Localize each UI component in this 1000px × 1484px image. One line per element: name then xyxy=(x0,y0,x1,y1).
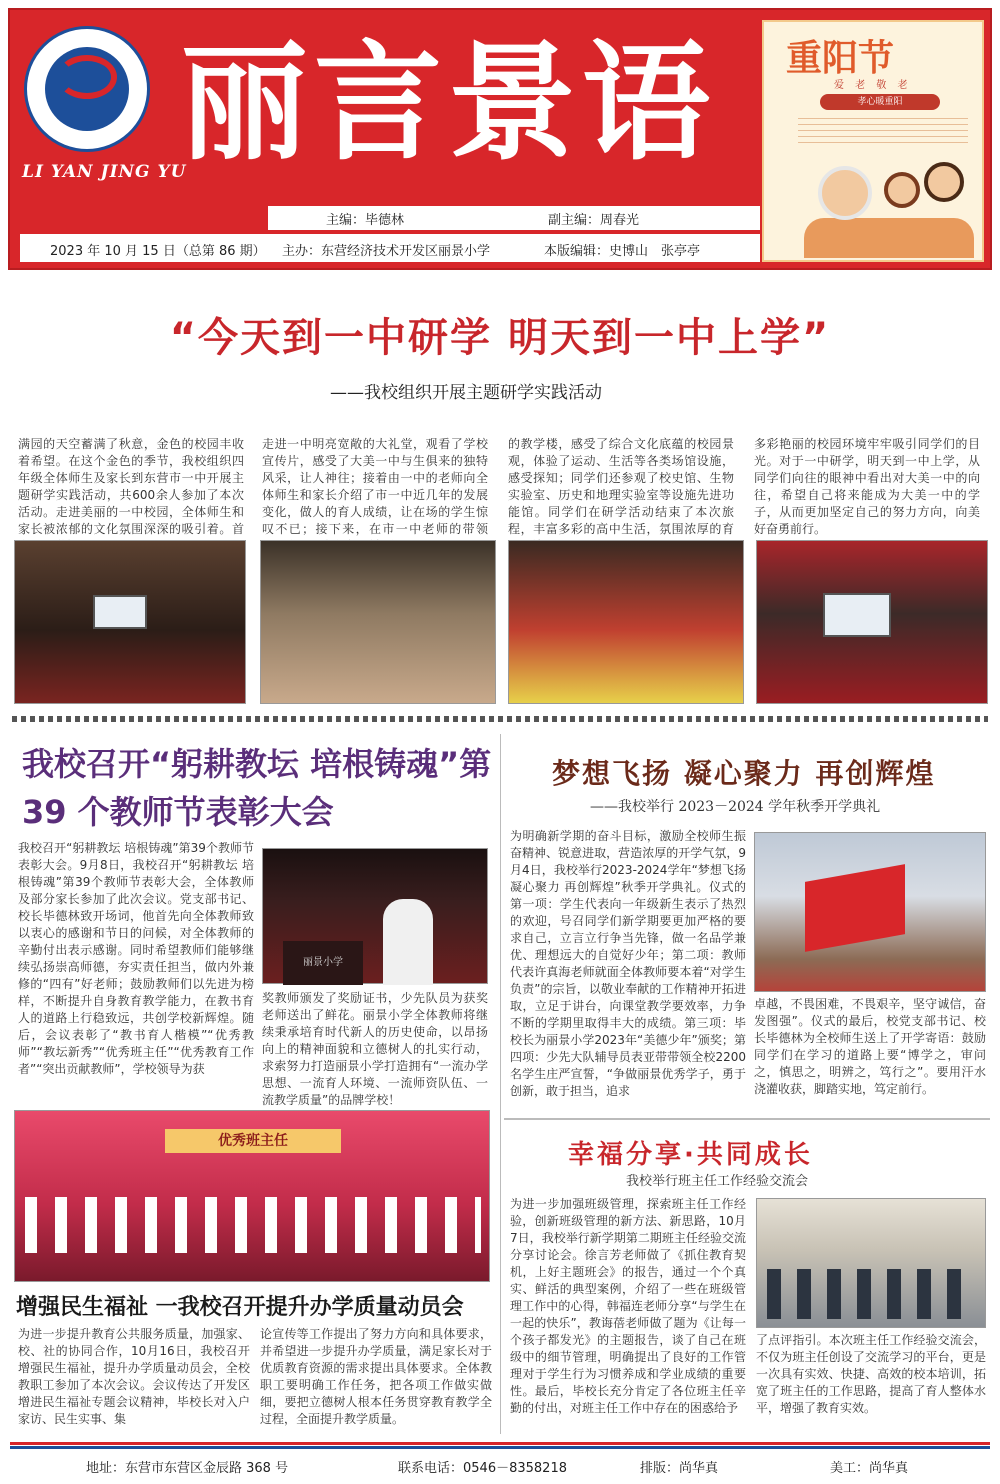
footer-art: 美工：尚华真 xyxy=(830,1461,909,1476)
page-editor: 本版编辑：史博山 张亭亭 xyxy=(544,244,701,259)
sponsor: 主办：东营经济技术开发区丽景小学 xyxy=(282,244,491,259)
article5-text1: 为进一步加强班级管理，探索班主任工作经验，创新班级管理的新方法、新思路，10月7日，我校举行新学期第二期班主任经验交流分享讨论会。徐言芳老师做了《抓住教育契机，上好主题班会》的报告，通过一个个真实、鲜活的典型案例，介绍了一些在班级管理工作中的心得，韩福连老师分享“与学生在一起的快乐”，教诲蓓老师做了题为《让每一个孩子都发光》的主题报告，谈了自己在班级中的细节管理，明确提出了良好的工作管理对于学生行为习惯养成和学业成绩的重要性。最后，毕校长充分肯定了各位班主任辛勤的付出，对班主任工作中存在的困惑给予 xyxy=(510,1197,746,1415)
photo-awards-stage xyxy=(14,1110,490,1282)
stage-banner: 优秀班主任 xyxy=(165,1129,341,1153)
logo-swoosh-icon xyxy=(57,55,117,99)
article4-text2: 卓越，不畏困难，不畏艰辛，坚守诚信，奋发图强”。仪式的最后，校党支部书记、校长毕德林为全校师生送上了开学寄语：鼓励同学们在学习的道路上要“博学之，审问之，慎思之，明辨之，笃行之”。要用汗水浇灌收获，脚踏实地，笃定前行。 xyxy=(754,997,986,1096)
school-logo xyxy=(24,26,150,152)
article4-text1: 为明确新学期的奋斗目标，激励全校师生振奋精神、锐意进取，营造浓厚的开学气氛，9月4日，我校举行2023-2024学年“梦想飞扬 凝心聚力 再创辉煌”秋季开学典礼。仪式的第一项：学生代表向一年级新生表示了热烈的欢迎，号召同学们新学期要更加严格的要求自己，立言立行争当先锋，做一名品学兼优、理想远大的自觉好少年；第二项：教师代表许真海老师就面全体教师要本着“对学生负责”的宗旨，以敬业奉献的工作精神开拓进取，立足于讲台，向课堂教学要效率，力争不断的学期里取得丰大的成绩。第三项：毕校长为丽景小学2023年“美德少年”颁奖；第四项：少先大队辅导员表亚带带领全校2200名学生庄严宣誓，“争做丽景优秀学子，勇于创新，敢于担当，追求 xyxy=(510,829,746,1098)
right-divider xyxy=(504,1118,990,1120)
photo-speaker-podium xyxy=(262,848,488,984)
footer-rule xyxy=(10,1442,990,1445)
issue-date: 2023 年 10 月 15 日（总第 86 期） xyxy=(50,244,266,259)
projection-screen xyxy=(823,593,891,637)
photo-auditorium-presentation xyxy=(14,540,246,704)
poster-banner: 孝心暖重阳 xyxy=(820,94,940,110)
award-recipients-row xyxy=(25,1197,481,1253)
footer-phone: 联系电话：0546－8358218 xyxy=(398,1461,567,1476)
article1-headline: “今天到一中研学 明天到一中上学” xyxy=(169,315,831,361)
article3-col2: 论宣传等工作提出了努力方向和具体要求，并希望进一步提升办学质量，满足家长对于优质教育资源的需求提出具体要求。全体教职工要明确工作任务，把各项工作做实做细，要把立德树人根本任务贯穿教育教学全过程，全面提升教学质量。 xyxy=(260,1327,492,1426)
poster-title: 重阳节 xyxy=(786,38,895,79)
footer-layout: 排版：尚华真 xyxy=(640,1461,719,1476)
editor-bar xyxy=(268,206,760,230)
photo-flag-raising xyxy=(754,832,986,992)
masthead-pinyin: LI YAN JING YU xyxy=(22,162,187,182)
photo-auditorium-wide xyxy=(756,540,988,704)
article5-text2: 了点评指引。本次班主任工作经验交流会，不仅为班主任创设了交流学习的平台，更是一次具有实效、快捷、高效的校本培训，拓宽了班主任的工作思路，提高了育人整体水平，增强了教育实效。 xyxy=(756,1333,986,1415)
masthead xyxy=(8,8,992,270)
article3-col1: 为进一步提升教育公共服务质量，加强家、校、社的协同合作，10月16日，我校召开增强民生福祉，提升办学质量动员会，全校教职工参加了本次会议。会议传达了开发区增进民生福祉专题会议精神，毕校长对入户家访、民生实事、集 xyxy=(18,1327,250,1426)
article3-headline: 增强民生福祉 一我校召开提升办学质量动员会 xyxy=(16,1295,464,1320)
article2-headline: 我校召开“躬耕教坛 培根铸魂”第 39 个教师节表彰大会 xyxy=(22,745,492,831)
section-divider xyxy=(12,716,988,722)
grandmother-figure-icon xyxy=(818,166,872,220)
article2-text1: 我校召开“躬耕教坛 培根铸魂”第39个教师节表彰大会。9月8日，我校召开“躬耕教坛 培根铸魂”第39个教师节表彰大会，全体教师及部分家长参加了此次会议。党支部书记、校长毕德林致开场词，他首先向全体教师致以衷心的感谢和节日的问候，对全体教师的辛勤付出表示感谢。同时希望教师们能够继续弘扬崇高师德，夯实责任担当，做内外兼修的“四有”好老师；鼓励教师们以先进为榜样，不断提升自身教育教学能力，在教书育人的道路上行稳致远，共创学校新辉煌。随后，会议表彰了“教书育人楷模”“优秀教师”“教坛新秀”“优秀班主任”“优秀教育工作者”“突出贡献教师”，学校领导为获 xyxy=(18,841,254,1076)
article1-subheadline: ——我校组织开展主题研学实践活动 xyxy=(330,383,602,403)
speaker-figure-icon xyxy=(383,899,433,985)
child-figure-icon xyxy=(924,162,964,202)
deputy-editor: 副主编：周春光 xyxy=(548,213,640,228)
poster-figures-body xyxy=(804,218,974,258)
footer-address: 地址：东营市东营区金辰路 368 号 xyxy=(86,1461,289,1476)
projection-screen xyxy=(93,595,147,629)
photo-students-raising-hands xyxy=(508,540,744,704)
article2-text2: 奖教师颁发了奖励证书，少先队员为获奖老师送出了鲜花。丽景小学全体教师将继续秉承培育时代新人的历史使命，以昂扬向上的精神面貌和立德树人的扎实行动，求索努力打造丽景小学打造拥有“一流办学思想、一流育人环境、一流师资队伍、一流教学质量”的品牌学校！ xyxy=(262,991,488,1107)
chief-editor: 主编：毕德林 xyxy=(326,213,405,228)
poster-subtitle: 爱 老 敬 老 xyxy=(834,80,912,91)
issue-info-bar xyxy=(20,234,760,262)
masthead-title: 丽言景语 xyxy=(180,28,717,178)
article1-col2: 走进一中明亮宽敞的大礼堂，观看了学校宣传片，感受了大美一中与生俱来的独特风采，让人神往；接着由一中的老师向全体师生和家长介绍了市一中近几年的发展变化，做人的育人成绩，让在场的学生惊叹不已；接下来，在市一中老师的带领 xyxy=(262,437,488,536)
meeting-attendees-row xyxy=(767,1269,977,1319)
column-divider xyxy=(500,734,501,1434)
poster-text-lines xyxy=(798,118,968,144)
footer xyxy=(10,1446,990,1480)
national-flag-icon xyxy=(805,864,905,952)
article5-subheadline: 我校举行班主任工作经验交流会 xyxy=(626,1174,809,1189)
photo-teacher-meeting xyxy=(756,1198,986,1328)
article4-subheadline: ——我校举行 2023－2024 学年秋季开学典礼 xyxy=(590,799,881,815)
article4-headline: 梦想飞扬 凝心聚力 再创辉煌 xyxy=(552,757,936,790)
podium: 丽景小学 xyxy=(283,941,363,985)
article1-col4: 多彩艳丽的校园环境牢牢吸引同学们的目光。对于一中研学，明天到一中上学，从同学们向往的眼神中看出对大美一中的向往，希望自己将来能成为大美一中的学子，从而更加坚定自己的努力方向，向美好奋勇前行。 xyxy=(754,437,980,536)
photo-audience-parents xyxy=(260,540,496,704)
article5-headline: 幸福分享·共同成长 xyxy=(568,1140,813,1170)
article1-col3: 的教学楼，感受了综合文化底蕴的校园景观，体验了运动、生活等各类场馆设施，感受探知；同学们还参观了校史馆、生物实验室、历史和地理实验室等设施先进功能馆。同学们在研学活动结束了本次旅程，丰富多彩的高中生活，氛围浓厚的育 xyxy=(508,437,734,536)
article1-col1: 满园的天空蓄满了秋意，金色的校园丰收着希望。在这个金色的季节，我校组织四年级全体师生及家长到东营市一中开展主题研学实践活动，共600余人参加了本次活动。走进美丽的一中校园，全体师生和家长被浓郁的文化氛围深深的吸引着。首 xyxy=(18,437,244,536)
child-figure-icon xyxy=(884,172,920,208)
double-ninth-poster xyxy=(762,20,984,262)
